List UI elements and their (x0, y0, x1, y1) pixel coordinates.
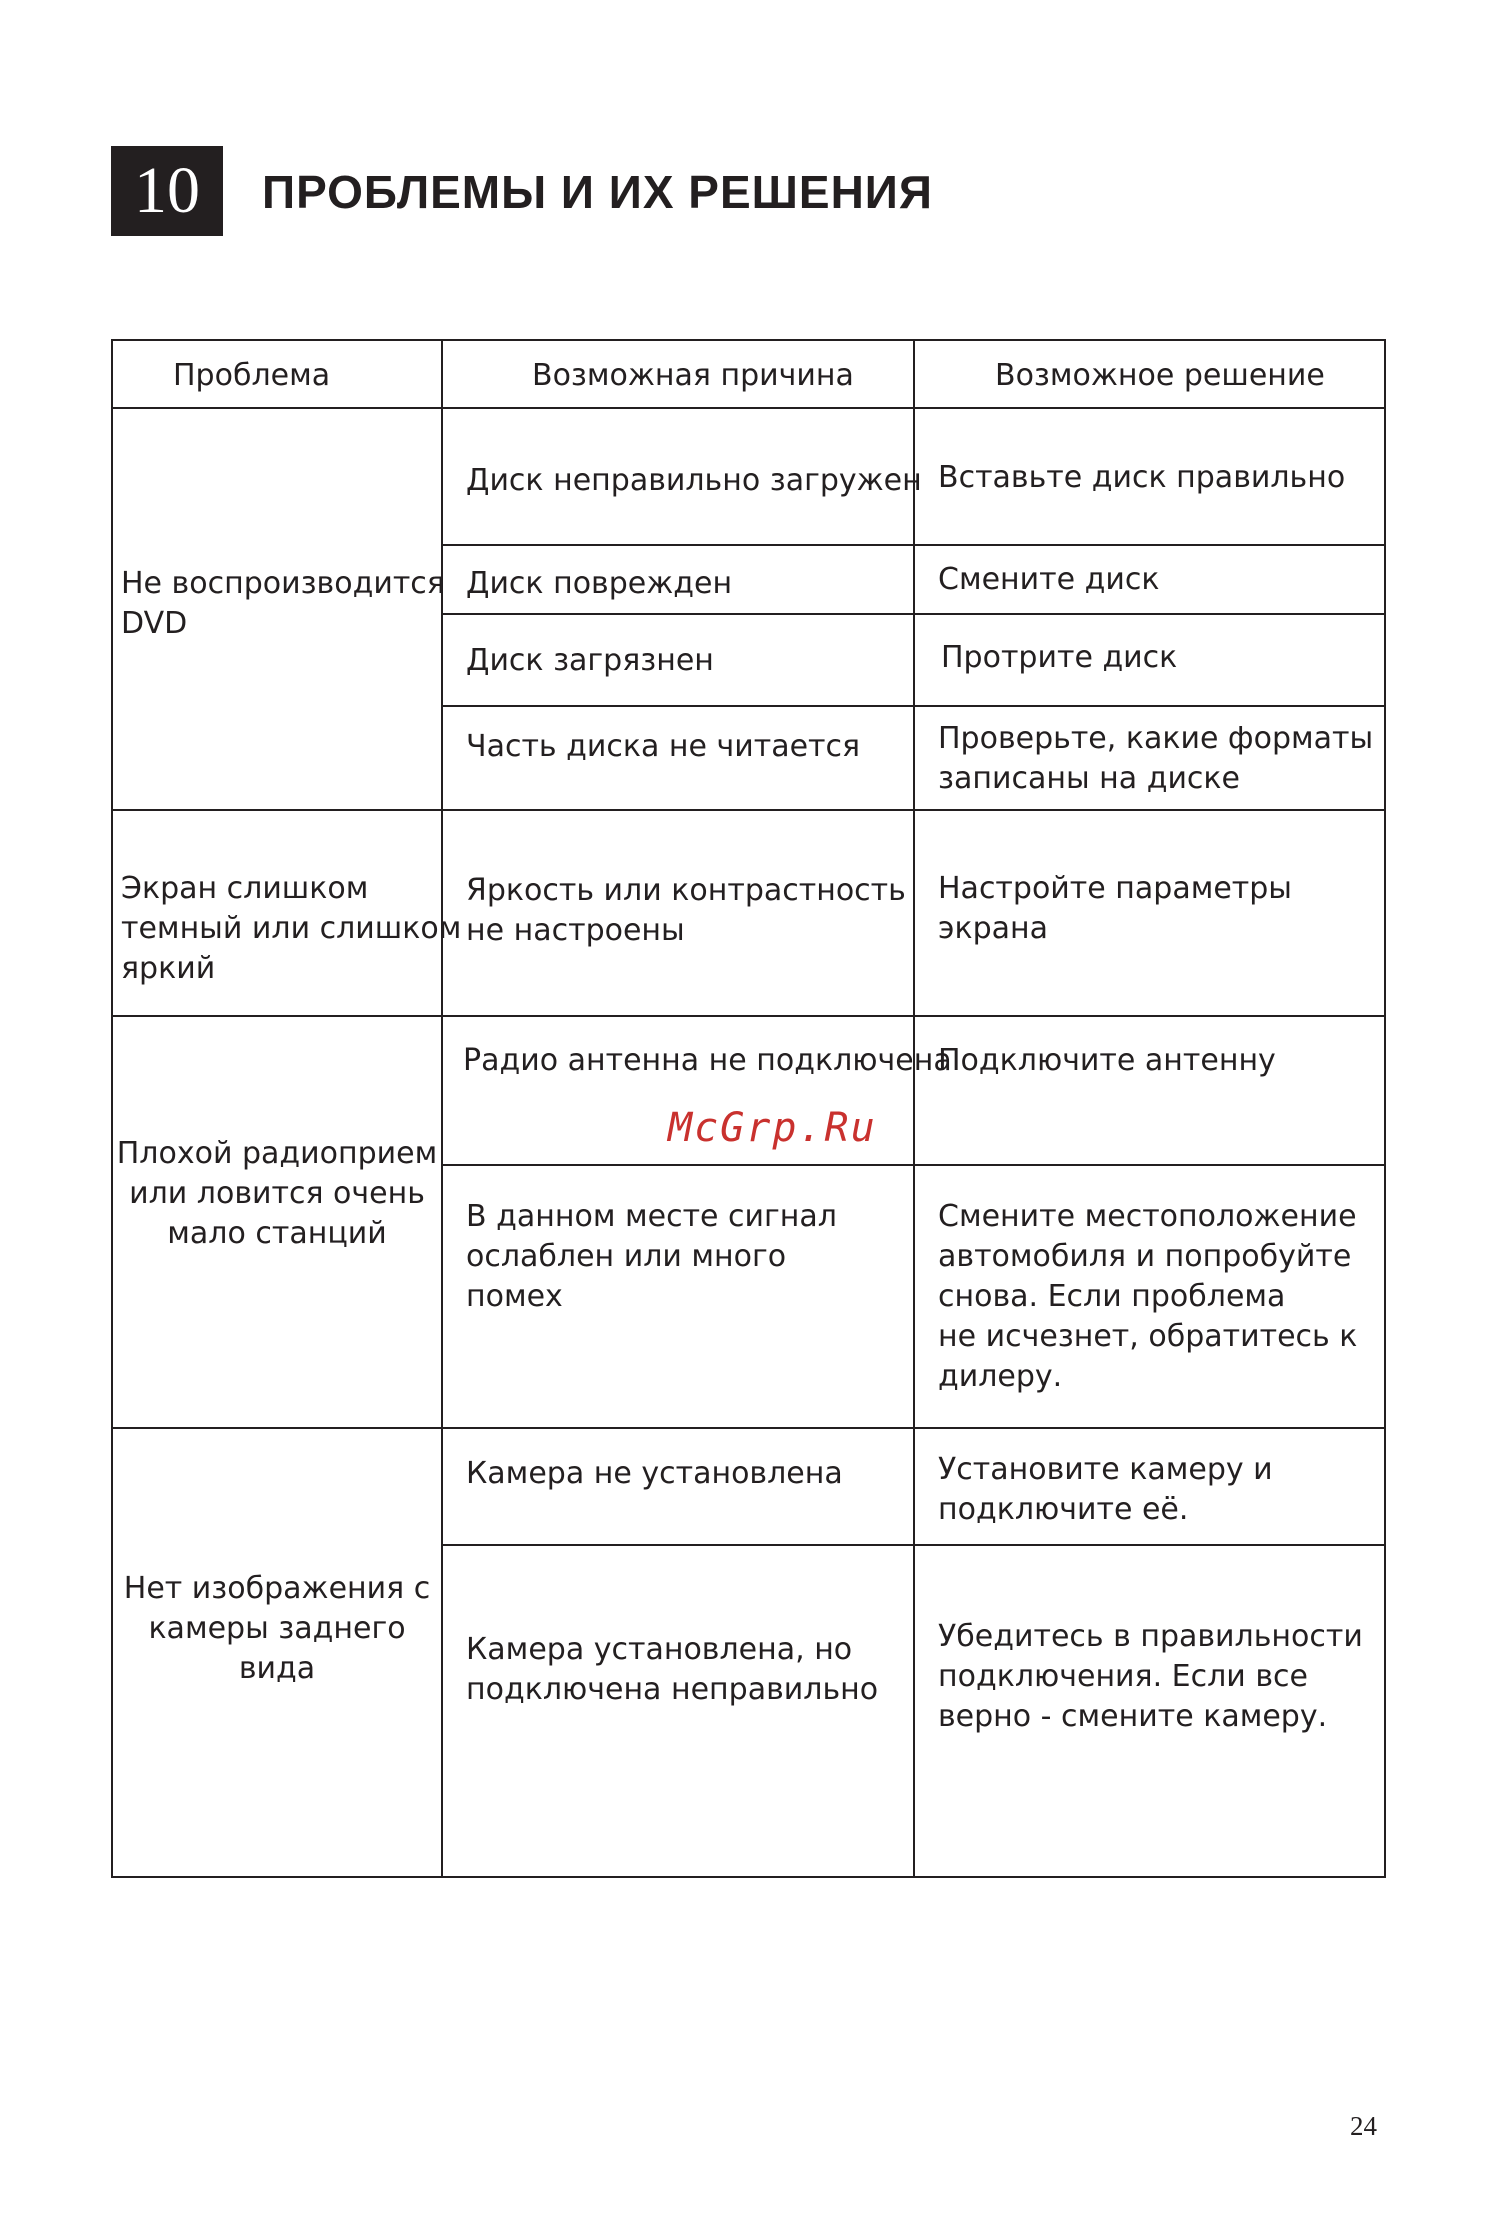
solution-cell: Настройте параметры экрана (938, 871, 1292, 946)
cause-cell: Радио антенна не подключена (463, 1043, 952, 1078)
solution-cell: Протрите диск (941, 640, 1178, 675)
cause-cell: В данном месте сигнал ослаблен или много помех (466, 1199, 837, 1314)
solution-cell: Установите камеру и подключите её. (938, 1452, 1273, 1527)
solution-cell: Смените диск (938, 562, 1160, 597)
solution-cell: Смените местоположение автомобиля и попробуйте снова. Если проблема не исчезнет, обратитесь к дилеру. (938, 1199, 1358, 1394)
watermark: McGrp.Ru (668, 1105, 877, 1151)
problem-cell: Нет изображения с камеры заднего вида (123, 1571, 431, 1686)
problem-cell: Не воспроизводится DVD (121, 566, 445, 641)
cause-cell: Диск загрязнен (466, 643, 714, 678)
cause-cell: Диск поврежден (466, 566, 733, 601)
problem-cell: Плохой радиоприем или ловится очень мало станций (116, 1136, 438, 1251)
cause-cell: Камера установлена, но подключена неправильно (466, 1632, 879, 1707)
cause-cell: Часть диска не читается (466, 729, 861, 764)
solution-cell: Убедитесь в правильности подключения. Если все верно - смените камеру. (938, 1619, 1363, 1734)
problem-cell: Экран слишком темный или слишком яркий (121, 871, 462, 986)
solution-cell: Проверьте, какие форматы записаны на диске (938, 721, 1374, 796)
cause-cell: Диск неправильно загружен (466, 463, 922, 498)
header-problem: Проблема (173, 358, 331, 393)
solution-cell: Вставьте диск правильно (938, 460, 1346, 495)
solution-cell: Подключите антенну (938, 1043, 1276, 1078)
cause-cell: Камера не установлена (466, 1456, 843, 1491)
cause-cell: Яркость или контрастность не настроены (466, 873, 906, 948)
page-number: 24 (1350, 2111, 1377, 2141)
section-title: ПРОБЛЕМЫ И ИХ РЕШЕНИЯ (262, 166, 933, 218)
section-number: 10 (111, 146, 223, 236)
header-cause: Возможная причина (532, 358, 854, 393)
header-solution: Возможное решение (995, 358, 1325, 393)
